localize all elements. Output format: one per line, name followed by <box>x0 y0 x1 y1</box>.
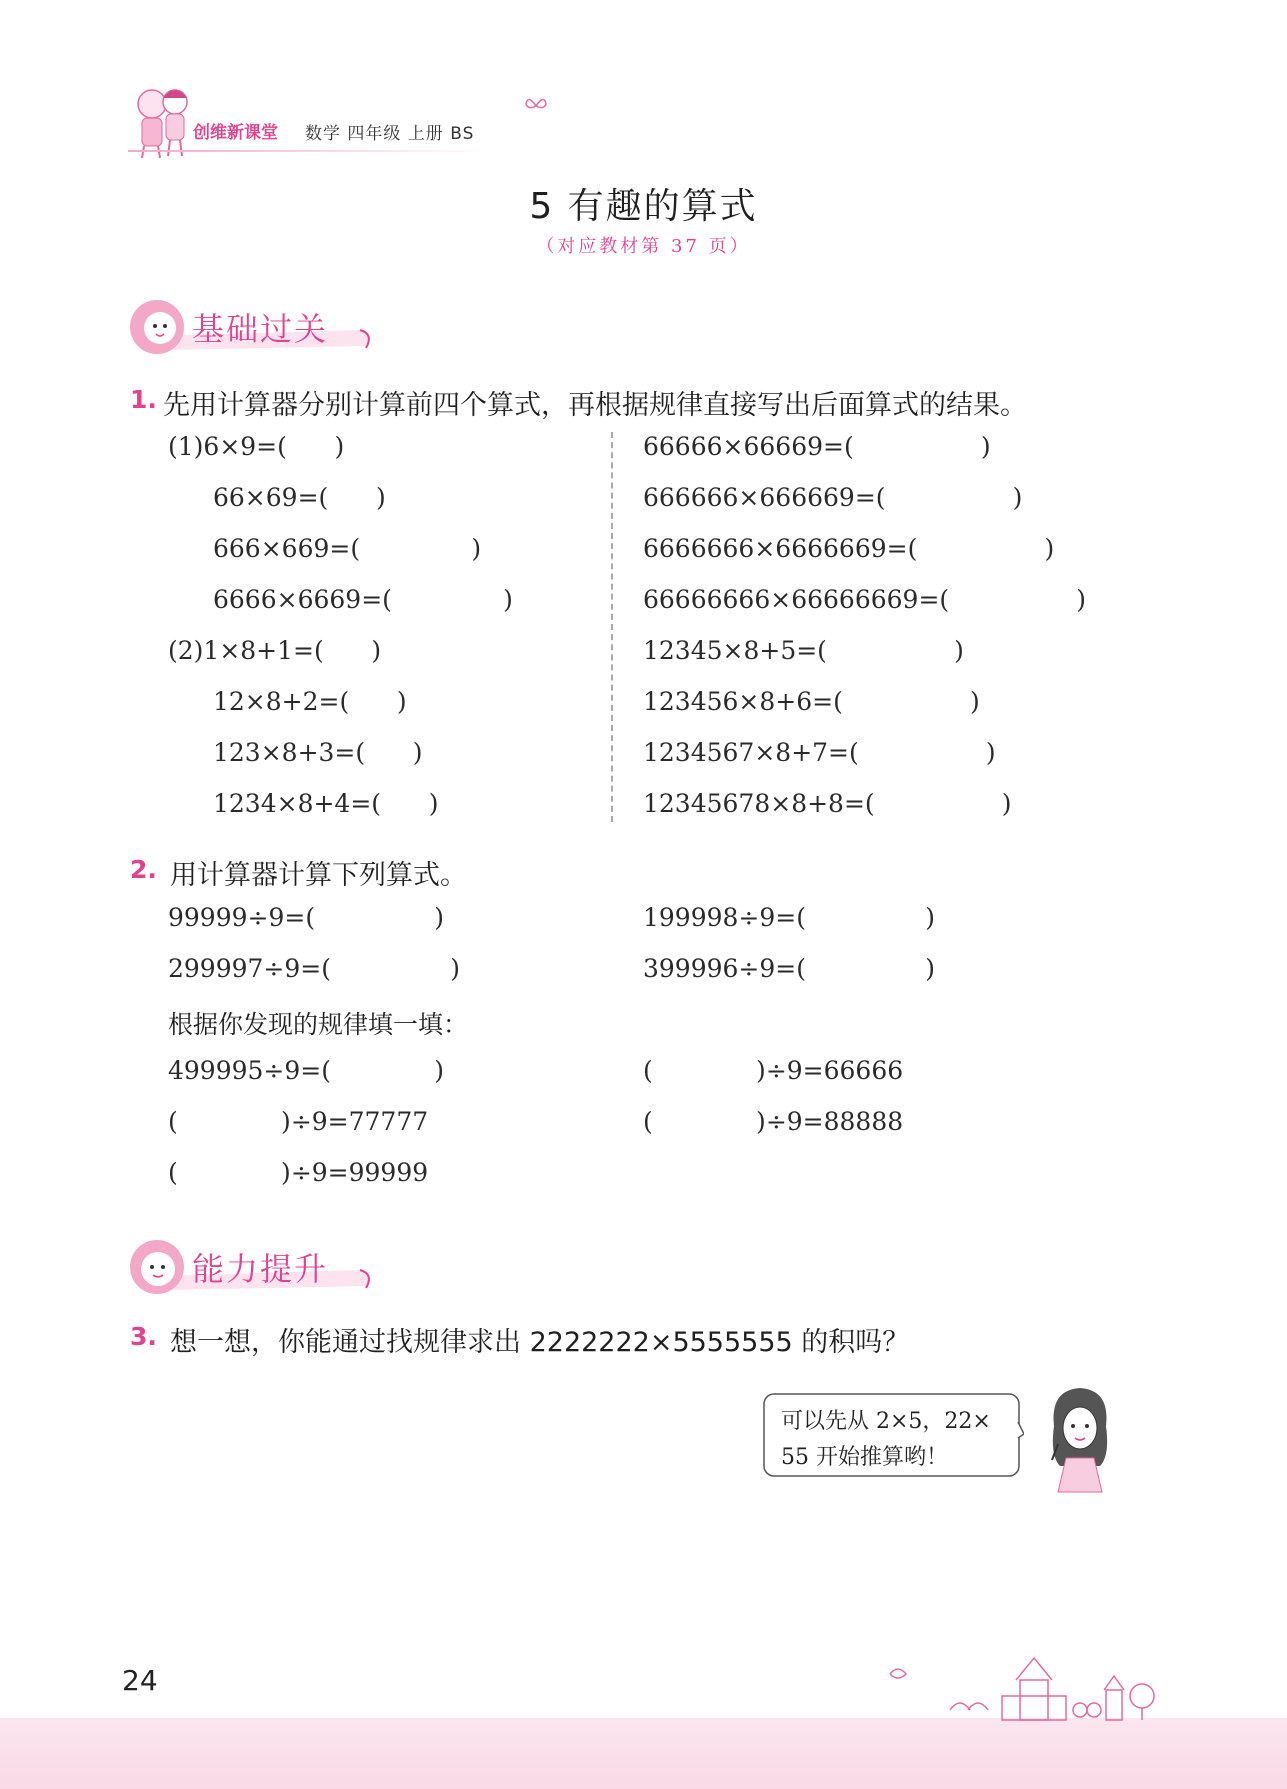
question-2-text: 用计算器计算下列算式。 <box>170 860 467 891</box>
equation: 1234×8+4=( ) <box>213 789 439 818</box>
equation: 6666666×6666669=( ) <box>643 534 1055 563</box>
question-1-text: 先用计算器分别计算前四个算式，再根据规律直接写出后面算式的结果。 <box>163 390 1027 421</box>
equation: 66666666×66666669=( ) <box>643 585 1087 614</box>
equation: 12345×8+5=( ) <box>643 636 964 665</box>
equation: 299997÷9=( ) <box>168 954 460 983</box>
equation: 66×69=( ) <box>213 483 386 512</box>
equation: 6666×6669=( ) <box>213 585 513 614</box>
hint-text <box>781 1404 991 1476</box>
equation: (2)1×8+1=( ) <box>168 636 382 665</box>
brand-name: 创维新课堂 <box>193 123 278 143</box>
section-title-basic: 基础过关 <box>192 310 329 348</box>
equation: ( )÷9=66666 <box>643 1056 904 1085</box>
equation: 1234567×8+7=( ) <box>643 738 996 767</box>
hint-line-2: 55 开始推算哟！ <box>781 1445 948 1470</box>
castle-scenery-illustration <box>880 1650 1170 1722</box>
textbook-reference: （对应教材第 37 页） <box>536 236 751 257</box>
mascot-icon <box>128 1238 186 1296</box>
fill-instruction: 根据你发现的规律填一填： <box>168 1010 469 1039</box>
equation: 666666×666669=( ) <box>643 483 1023 512</box>
page-number: 24 <box>122 1664 158 1697</box>
equation: ( )÷9=88888 <box>643 1107 904 1136</box>
equation: 12345678×8+8=( ) <box>643 789 1012 818</box>
equation: 123×8+3=( ) <box>213 738 423 767</box>
girl-illustration <box>1040 1386 1120 1494</box>
equation: 199998÷9=( ) <box>643 903 935 932</box>
equation: 12×8+2=( ) <box>213 687 407 716</box>
section-badge-basic <box>128 296 378 360</box>
butterfly-icon <box>524 96 548 116</box>
equation: ( )÷9=99999 <box>168 1158 429 1187</box>
equation: 666×669=( ) <box>213 534 482 563</box>
question-2-number: 2. <box>130 855 157 884</box>
equation: 399996÷9=( ) <box>643 954 935 983</box>
question-3-number: 3. <box>130 1322 157 1351</box>
question-1-number: 1. <box>130 385 157 414</box>
equation: ( )÷9=77777 <box>168 1107 429 1136</box>
equation: 66666×66669=( ) <box>643 432 991 461</box>
dashed-divider <box>611 432 613 822</box>
equation: 123456×8+6=( ) <box>643 687 980 716</box>
book-info: 数学 四年级 上册 BS <box>305 124 475 144</box>
lesson-title: 5 有趣的算式 <box>529 186 758 227</box>
section-title-advanced: 能力提升 <box>192 1250 329 1288</box>
section-badge-advanced <box>128 1236 378 1300</box>
hint-line-1: 可以先从 2×5，22× <box>781 1409 991 1434</box>
header-divider <box>128 150 488 152</box>
equation: 499995÷9=( ) <box>168 1056 445 1085</box>
question-3-text: 想一想，你能通过找规律求出 2222222×5555555 的积吗？ <box>170 1327 910 1358</box>
equation: (1)6×9=( ) <box>168 432 345 461</box>
equation: 99999÷9=( ) <box>168 903 445 932</box>
footer-band <box>0 1718 1287 1789</box>
mascot-icon <box>128 298 186 356</box>
